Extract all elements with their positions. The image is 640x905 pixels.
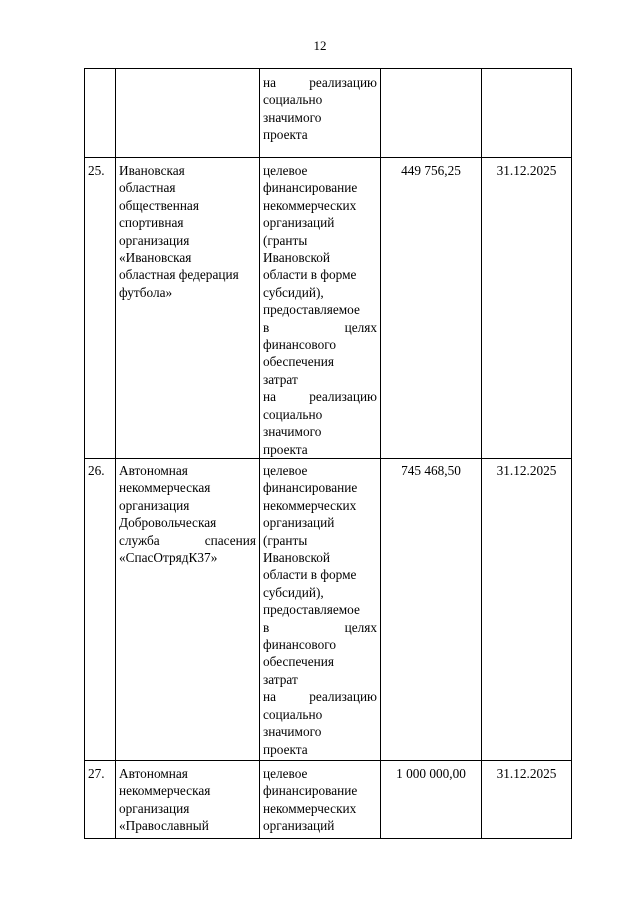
table-row	[85, 459, 572, 761]
organization-word: Автономная	[119, 463, 188, 478]
organization-line	[119, 179, 256, 196]
purpose-line	[263, 688, 377, 705]
purpose-word: социально	[263, 706, 323, 722]
organization-line	[119, 162, 256, 179]
date-cell	[482, 459, 572, 761]
purpose-word: социально	[263, 406, 323, 422]
purpose-line	[263, 817, 377, 834]
organization-word: областная федерация	[119, 267, 239, 283]
purpose-line	[263, 126, 377, 143]
row-number: 25.	[88, 163, 105, 178]
purpose-word: в	[263, 619, 270, 635]
organization-word: организация	[119, 497, 190, 513]
purpose-word: целях	[344, 619, 377, 635]
purpose-cell	[260, 459, 381, 761]
purpose-word: затрат	[263, 671, 298, 687]
purpose-word: некоммерческих	[263, 800, 357, 816]
amount-value: 745 468,50	[401, 463, 461, 478]
table-row	[85, 761, 572, 839]
purpose-line	[263, 232, 377, 249]
purpose-line	[263, 179, 377, 196]
purpose-word: проекта	[263, 441, 308, 457]
purpose-line	[263, 584, 377, 601]
purpose-line	[263, 462, 377, 479]
grants-table	[84, 68, 572, 839]
row-number-cell	[85, 459, 116, 761]
organization-word: служба	[119, 532, 160, 548]
purpose-line	[263, 423, 377, 440]
purpose-line	[263, 336, 377, 353]
purpose-word: социально	[263, 92, 323, 108]
purpose-line	[263, 549, 377, 566]
table-row	[85, 69, 572, 158]
purpose-line	[263, 653, 377, 670]
purpose-word: финансового	[263, 337, 337, 353]
purpose-line	[263, 479, 377, 496]
organization-cell	[116, 459, 260, 761]
purpose-cell	[260, 69, 381, 158]
row-number-cell	[85, 158, 116, 459]
purpose-line	[263, 765, 377, 782]
purpose-word: Ивановской	[263, 550, 331, 566]
purpose-line	[263, 601, 377, 618]
purpose-line	[263, 249, 377, 266]
purpose-word: значимого	[263, 724, 322, 740]
purpose-word: области в форме	[263, 567, 357, 583]
purpose-line	[263, 197, 377, 214]
organization-word: областная	[119, 180, 176, 196]
purpose-line	[263, 514, 377, 531]
row-number-cell	[85, 69, 116, 158]
purpose-word: некоммерческих	[263, 497, 357, 513]
purpose-word: в	[263, 319, 270, 335]
purpose-word: значимого	[263, 424, 322, 440]
purpose-word: обеспечения	[263, 354, 334, 370]
date-value: 31.12.2025	[496, 766, 557, 781]
purpose-cell	[260, 761, 381, 839]
date-value: 31.12.2025	[496, 463, 557, 478]
purpose-line	[263, 74, 377, 91]
organization-cell	[116, 158, 260, 459]
purpose-word: субсидий),	[263, 284, 324, 300]
organization-line	[119, 549, 256, 566]
amount-cell	[381, 158, 482, 459]
row-number: 26.	[88, 463, 105, 478]
row-number-cell	[85, 761, 116, 839]
organization-cell	[116, 761, 260, 839]
organization-word: «СпасОтрядК37»	[119, 550, 218, 566]
purpose-line	[263, 636, 377, 653]
organization-line	[119, 232, 256, 249]
date-cell	[482, 69, 572, 158]
purpose-line	[263, 266, 377, 283]
purpose-word: реализацию	[309, 75, 377, 90]
purpose-word: финансирование	[263, 480, 358, 496]
purpose-word: организаций	[263, 818, 335, 834]
purpose-word: обеспечения	[263, 654, 334, 670]
purpose-word: затрат	[263, 371, 298, 387]
amount-cell	[381, 459, 482, 761]
purpose-word: на	[263, 689, 277, 705]
purpose-word: области в форме	[263, 267, 357, 283]
purpose-word: организаций	[263, 515, 335, 531]
purpose-line	[263, 162, 377, 179]
purpose-word: реализацию	[309, 389, 377, 405]
purpose-word: целевое	[263, 766, 308, 781]
organization-word: организация	[119, 232, 190, 248]
purpose-line	[263, 214, 377, 231]
purpose-line	[263, 619, 377, 636]
purpose-word: предоставляемое	[263, 302, 360, 318]
organization-line	[119, 765, 256, 782]
organization-word: футбола»	[119, 284, 173, 300]
organization-line	[119, 214, 256, 231]
organization-line	[119, 782, 256, 799]
organization-line	[119, 284, 256, 301]
organization-word: Автономная	[119, 766, 188, 781]
date-value: 31.12.2025	[496, 163, 557, 178]
purpose-word: некоммерческих	[263, 197, 357, 213]
organization-word: некоммерческая	[119, 480, 211, 496]
purpose-word: субсидий),	[263, 584, 324, 600]
purpose-word: финансирование	[263, 180, 358, 196]
purpose-line	[263, 301, 377, 318]
row-number: 27.	[88, 766, 105, 781]
amount-value: 1 000 000,00	[396, 766, 466, 781]
purpose-word: целях	[344, 319, 377, 335]
organization-line	[119, 462, 256, 479]
purpose-line	[263, 109, 377, 126]
organization-word: некоммерческая	[119, 783, 211, 799]
purpose-line	[263, 532, 377, 549]
organization-line	[119, 800, 256, 817]
amount-cell	[381, 69, 482, 158]
table-row	[85, 158, 572, 459]
amount-cell	[381, 761, 482, 839]
purpose-word: (гранты	[263, 532, 308, 548]
purpose-line	[263, 91, 377, 108]
organization-word: «Ивановская	[119, 250, 192, 266]
purpose-word: (гранты	[263, 232, 308, 248]
purpose-word: проекта	[263, 127, 308, 143]
purpose-word: финансирование	[263, 783, 358, 799]
purpose-line	[263, 741, 377, 758]
organization-word: спасения	[204, 532, 256, 548]
organization-line	[119, 817, 256, 834]
purpose-line	[263, 800, 377, 817]
purpose-word: на	[263, 75, 277, 90]
purpose-word: организаций	[263, 215, 335, 231]
organization-line	[119, 479, 256, 496]
amount-value: 449 756,25	[401, 163, 461, 178]
organization-cell	[116, 69, 260, 158]
purpose-line	[263, 497, 377, 514]
purpose-line	[263, 671, 377, 688]
purpose-line	[263, 353, 377, 370]
date-cell	[482, 158, 572, 459]
page-number: 12	[313, 38, 327, 53]
purpose-line	[263, 388, 377, 405]
purpose-word: целевое	[263, 463, 308, 478]
purpose-cell	[260, 158, 381, 459]
organization-line	[119, 249, 256, 266]
purpose-line	[263, 723, 377, 740]
organization-word: общественная	[119, 197, 199, 213]
purpose-word: на	[263, 389, 277, 405]
organization-line	[119, 532, 256, 549]
purpose-word: целевое	[263, 163, 308, 178]
purpose-line	[263, 566, 377, 583]
date-cell	[482, 761, 572, 839]
organization-line	[119, 514, 256, 531]
organization-line	[119, 497, 256, 514]
purpose-word: значимого	[263, 109, 322, 125]
organization-word: организация	[119, 800, 190, 816]
purpose-line	[263, 371, 377, 388]
purpose-word: Ивановской	[263, 250, 331, 266]
purpose-line	[263, 319, 377, 336]
organization-line	[119, 266, 256, 283]
purpose-word: предоставляемое	[263, 602, 360, 618]
organization-word: спортивная	[119, 215, 184, 231]
organization-line	[119, 197, 256, 214]
purpose-word: реализацию	[309, 689, 377, 705]
purpose-line	[263, 406, 377, 423]
purpose-word: проекта	[263, 741, 308, 757]
organization-word: «Православный	[119, 818, 209, 834]
purpose-word: финансового	[263, 637, 337, 653]
purpose-line	[263, 284, 377, 301]
purpose-line	[263, 441, 377, 458]
purpose-line	[263, 706, 377, 723]
purpose-line	[263, 782, 377, 799]
organization-word: Добровольческая	[119, 515, 217, 531]
organization-word: Ивановская	[119, 163, 185, 178]
